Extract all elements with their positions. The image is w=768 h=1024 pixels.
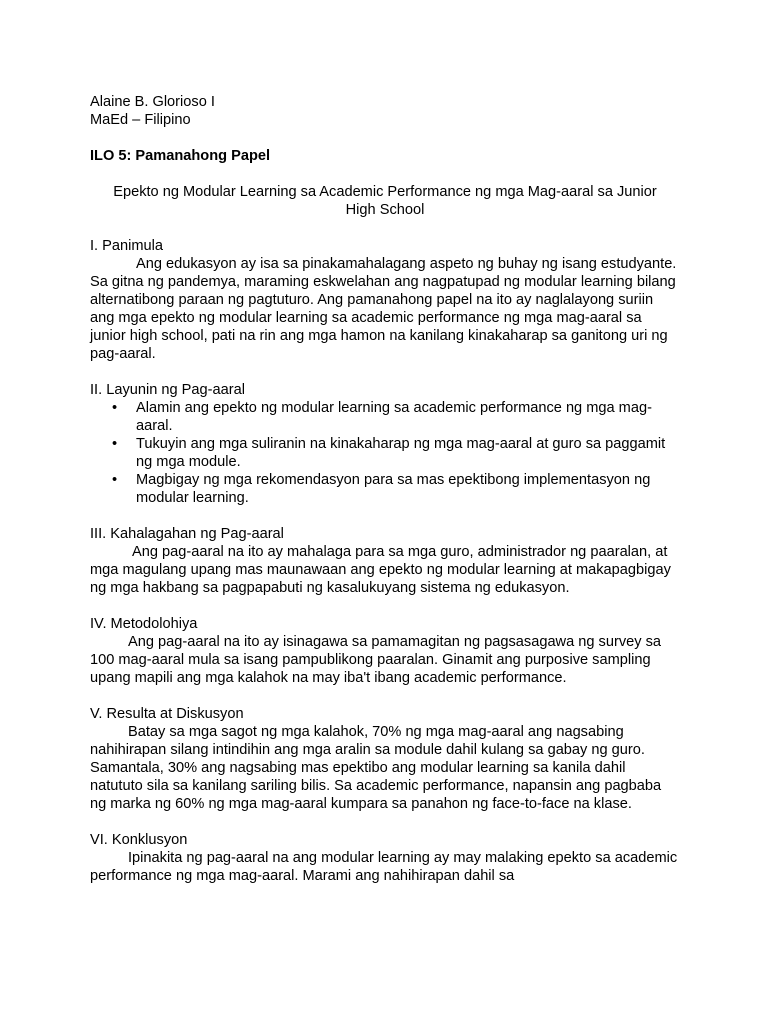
section-metodolohiya bbox=[90, 615, 680, 687]
section-konklusyon bbox=[90, 831, 680, 885]
section-heading: III. Kahalagahan ng Pag-aaral bbox=[90, 526, 284, 542]
list-item bbox=[90, 435, 680, 471]
author-block bbox=[90, 93, 680, 129]
section-heading: IV. Metodolohiya bbox=[90, 616, 198, 632]
section-heading: II. Layunin ng Pag-aaral bbox=[90, 382, 245, 398]
section-body: Ang edukasyon ay isa sa pinakamahalagang aspeto ng buhay ng isang estudyante. Sa gitna ng pandemya, maraming eskwelahan ang nagpatupad ng modular learning bilang alternatibong paraan ng pagtuturo. Ang pamanahong papel na ito ay naglalayong suriin ang mga epekto ng modular learning sa academic performance ng mga mag-aaral sa junior high school, pati na rin ang mga hamon na kanilang kinakaharap sa ganitong uri ng pag-aaral. bbox=[90, 256, 677, 362]
list-item bbox=[90, 399, 680, 435]
section-body: Ang pag-aaral na ito ay mahalaga para sa mga guro, administrador ng paaralan, at mga magulang upang mas maunawaan ang epekto ng modular learning at makapagbigay ng mga hakbang sa pagpapabuti ng kasalukuyang sistema ng edukasyon. bbox=[90, 544, 671, 596]
bullet-icon: • bbox=[112, 436, 118, 452]
author-program: MaEd – Filipino bbox=[90, 112, 191, 128]
list-item-text: Tukuyin ang mga suliranin na kinakaharap ng mga mag-aaral at guro sa paggamit ng mga module. bbox=[136, 436, 666, 470]
section-body: Ang pag-aaral na ito ay isinagawa sa pamamagitan ng pagsasagawa ng survey sa 100 mag-aaral mula sa isang pampublikong paaralan. Ginamit ang purposive sampling upang mapili ang mga kalahok na may iba't ibang academic performance. bbox=[90, 634, 662, 686]
section-body: Ipinakita ng pag-aaral na ang modular learning ay may malaking epekto sa academic performance ng mga mag-aaral. Marami ang nahihirapan dahil sa bbox=[90, 850, 678, 884]
section-heading: VI. Konklusyon bbox=[90, 832, 188, 848]
section-resulta bbox=[90, 705, 680, 813]
section-body: Batay sa mga sagot ng mga kalahok, 70% ng mga mag-aaral ang nagsabing nahihirapan silang intindihin ang mga aralin sa module dahil kulang sa gabay ng guro. Samantala, 30% ang nagsabing mas epektibo ang modular learning sa kanila dahil natututo sila sa kanilang sariling bilis. Sa academic performance, napansin ang pagbaba ng marka ng 60% ng mga mag-aaral kumpara sa panahon ng face-to-face na klase. bbox=[90, 724, 662, 812]
bullet-icon: • bbox=[112, 472, 118, 488]
paper-title: Epekto ng Modular Learning sa Academic Performance ng mga Mag-aaral sa Junior High School bbox=[113, 184, 657, 218]
section-heading: I. Panimula bbox=[90, 238, 164, 254]
bullet-icon: • bbox=[112, 400, 118, 416]
document-page bbox=[90, 93, 680, 885]
section-layunin bbox=[90, 381, 680, 507]
objectives-list bbox=[90, 399, 680, 507]
list-item-text: Magbigay ng mga rekomendasyon para sa mas epektibong implementasyon ng modular learning. bbox=[136, 472, 651, 506]
list-item bbox=[90, 471, 680, 507]
list-item-text: Alamin ang epekto ng modular learning sa academic performance ng mga mag-aaral. bbox=[136, 400, 652, 434]
section-kahalagahan bbox=[90, 525, 680, 597]
ilo-heading: ILO 5: Pamanahong Papel bbox=[90, 148, 271, 164]
section-heading: V. Resulta at Diskusyon bbox=[90, 706, 244, 722]
section-panimula bbox=[90, 237, 680, 363]
author-name: Alaine B. Glorioso I bbox=[90, 94, 215, 110]
